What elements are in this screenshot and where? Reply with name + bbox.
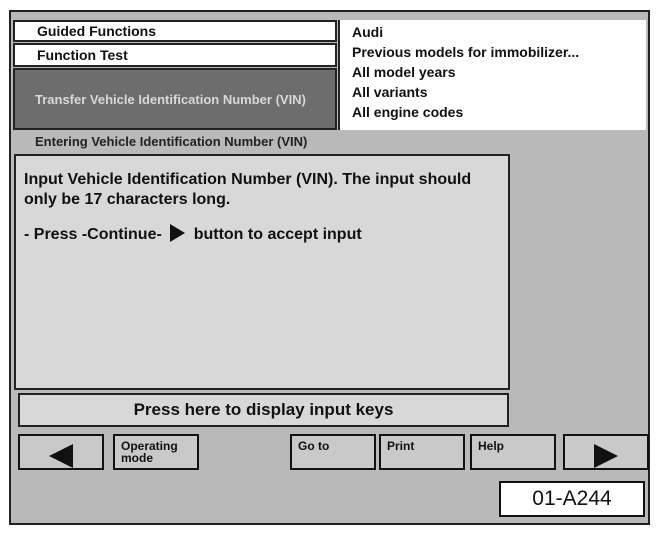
breadcrumb-label: Function Test [37, 47, 128, 63]
vehicle-model-year: All model years [352, 64, 456, 80]
continue-instruction-suffix: button to accept input [193, 226, 362, 243]
left-arrow-icon [49, 444, 73, 468]
go-to-button[interactable] [290, 434, 376, 470]
next-button[interactable] [563, 434, 649, 470]
continue-instruction [24, 224, 500, 245]
section-title: Entering Vehicle Identification Number (VIN) [35, 134, 308, 149]
operating-mode-button[interactable] [113, 434, 199, 470]
vehicle-variant: All variants [352, 84, 428, 100]
breadcrumb-function-test[interactable] [13, 43, 337, 67]
instruction-panel [14, 154, 510, 390]
breadcrumb-transfer-vin[interactable] [13, 68, 337, 130]
help-label: Help [478, 439, 505, 453]
back-button[interactable] [18, 434, 104, 470]
continue-instruction-prefix: - Press -Continue- [24, 226, 162, 243]
breadcrumb-label: Transfer Vehicle Identification Number (VIN) [35, 91, 306, 107]
continue-arrow-icon [170, 224, 185, 242]
vehicle-make: Audi [352, 24, 384, 40]
display-input-keys-button[interactable] [18, 393, 509, 427]
vehicle-model: Previous models for immobilizer... [352, 44, 580, 60]
breadcrumb-guided-functions[interactable] [13, 20, 337, 42]
instruction-text: Input Vehicle Identification Number (VIN). The input should only be 17 characters long. [24, 171, 472, 208]
go-to-label: Go to [298, 439, 330, 453]
breadcrumb-label: Guided Functions [37, 23, 156, 39]
print-label: Print [387, 439, 415, 453]
figure-code: 01-A244 [499, 481, 645, 517]
right-arrow-icon [594, 444, 618, 468]
help-button[interactable] [470, 434, 556, 470]
operating-mode-label: Operating mode [121, 439, 178, 465]
vehicle-info-panel [338, 20, 646, 130]
print-button[interactable] [379, 434, 465, 470]
display-input-keys-label: Press here to display input keys [133, 400, 394, 419]
vehicle-engine-code: All engine codes [352, 104, 464, 120]
